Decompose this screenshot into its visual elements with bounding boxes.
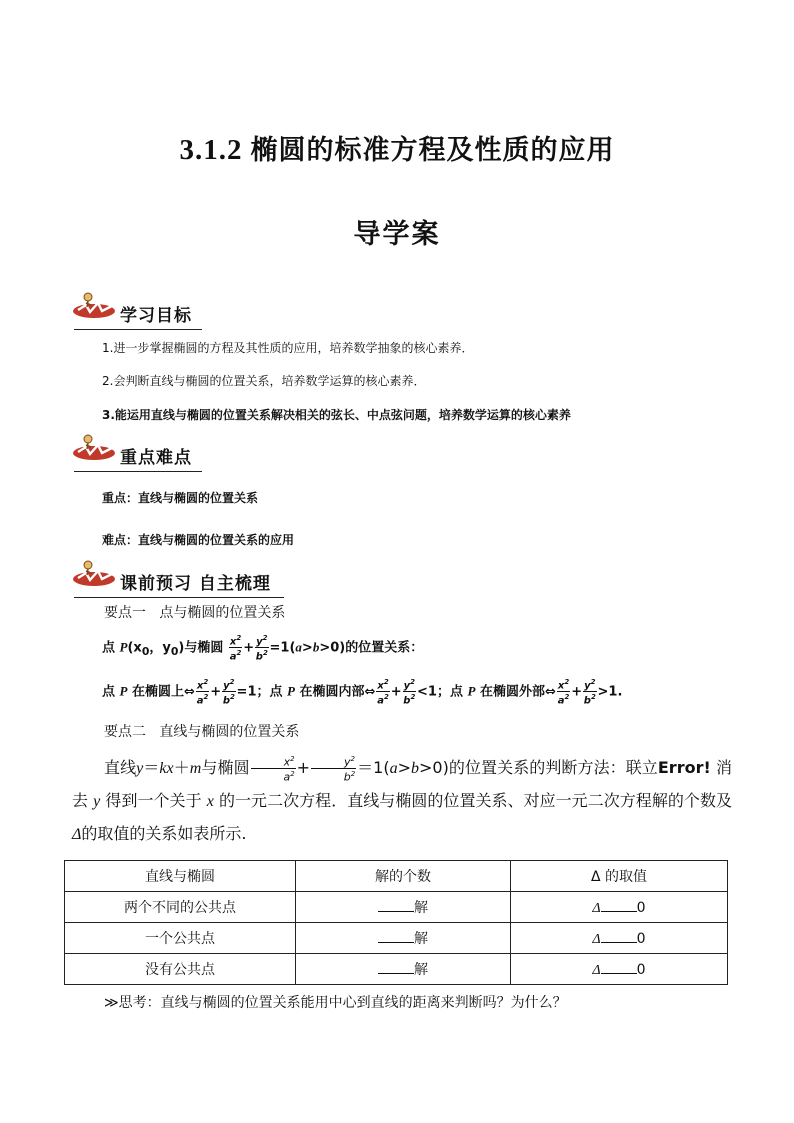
page-subtitle: 导学案 <box>353 219 441 250</box>
t: 在椭圆外部⇔ <box>475 684 556 700</box>
t: y <box>223 680 230 692</box>
t: 0 <box>636 962 646 978</box>
t: a <box>377 695 384 707</box>
key-label: 重点： <box>102 491 139 505</box>
t: 0 <box>636 931 646 947</box>
paragraph-text: 直线y＝kx＋m与椭圆 $\frac{x^2}{a^2}$ + $\frac{y^2}{b^2}$ ＝1(a>b>0)的位置关系的判断方法：联立Error! 消去 y 得到一个关于 x 的一元二次方程．直线与椭圆的位置关系、对应一元二次方程解的个数及Δ的取值的关系如表所示. <box>72 755 732 843</box>
t: 2 <box>410 678 416 686</box>
t: 0 <box>170 644 179 658</box>
table-cell: 一个公共点 <box>65 923 296 954</box>
blank-field[interactable] <box>378 959 414 974</box>
t: 解 <box>414 900 428 916</box>
table-row <box>65 892 728 923</box>
section-heading-key <box>72 432 332 472</box>
t: b <box>403 695 411 707</box>
t: a <box>295 639 302 655</box>
fraction <box>311 754 356 782</box>
t: 2 <box>564 678 570 686</box>
t: x <box>283 756 291 769</box>
t: 2 <box>229 678 235 686</box>
t: ＝ <box>143 758 160 777</box>
t: P <box>119 639 128 655</box>
t: 2 <box>590 693 596 702</box>
t: x <box>229 636 237 648</box>
t: =1( <box>269 640 296 656</box>
point2-label: 要点二 <box>104 724 146 740</box>
t: 解 <box>414 931 428 947</box>
t: 与椭圆 <box>201 758 250 777</box>
table-cell <box>296 923 511 954</box>
t: (x <box>127 640 142 656</box>
hard-point <box>102 531 294 548</box>
section-badge-icon <box>72 558 120 594</box>
fraction <box>196 677 209 707</box>
t: ＝1( <box>357 758 390 777</box>
blank-field[interactable] <box>601 959 637 974</box>
think-question <box>104 992 567 1012</box>
table-cell: 没有公共点 <box>65 954 296 985</box>
fraction <box>376 677 389 707</box>
t: 2 <box>229 693 235 702</box>
fraction <box>229 633 242 663</box>
section-label-preview: 课前预习 自主梳理 <box>120 574 271 594</box>
t: b <box>343 770 351 784</box>
t: m <box>189 760 202 777</box>
fraction <box>251 754 296 782</box>
t: x <box>557 680 565 692</box>
point1-label: 要点一 <box>104 605 146 621</box>
table-cell <box>511 954 728 985</box>
hard-label: 难点： <box>102 533 139 547</box>
page-title <box>0 128 794 167</box>
t: a <box>557 695 565 707</box>
goal-item-1: 1.进一步掌握椭圆的方程及其性质的应用，培养数学抽象的核心素养． <box>102 341 474 355</box>
t: y <box>93 793 101 810</box>
fraction <box>222 677 235 707</box>
table-header: 直线与椭圆 <box>65 861 296 892</box>
t: b <box>583 695 591 707</box>
fraction <box>583 677 596 707</box>
t: a <box>229 651 237 663</box>
t: kx <box>159 760 174 777</box>
title-main: 椭圆的标准方程及性质的应用 <box>250 135 615 166</box>
blank-field[interactable] <box>378 897 414 912</box>
t: y <box>136 760 144 777</box>
t: 2 <box>236 634 242 642</box>
fraction <box>557 677 570 707</box>
t: P <box>467 683 476 699</box>
t: 消去 <box>72 758 732 810</box>
t: >0)的位置关系的判断方法：联立 <box>419 758 658 777</box>
goal-item-3: 3.能运用直线与椭圆的位置关系解决相关的弦长、中点弦问题，培养数学运算的核心素养 <box>102 408 571 422</box>
t: a <box>389 760 398 777</box>
section-label-goals: 学习目标 <box>120 306 192 326</box>
t: Δ <box>592 901 601 916</box>
section-label-key: 重点难点 <box>120 448 192 468</box>
table-row <box>65 954 728 985</box>
t: 2 <box>262 634 268 642</box>
t: > <box>301 640 313 656</box>
section-underline <box>74 471 202 473</box>
section-badge-icon <box>72 290 120 326</box>
t: b <box>255 651 263 663</box>
goal-item-2: 2.会判断直线与椭圆的位置关系，培养数学运算的核心素养． <box>102 374 426 388</box>
t: 点 <box>102 684 120 700</box>
t: 解 <box>414 962 428 978</box>
fraction <box>255 633 268 663</box>
section-heading-goals <box>72 290 332 330</box>
point1-line1: 点 $P(x_0$，$y_0$)与椭圆 $\frac{x^2}{a^2}$ + $\frac{y^2}{b^2}$ =1(a>b>0)的位置关系： <box>102 634 424 663</box>
t: b <box>312 639 320 655</box>
t: 0 <box>636 900 646 916</box>
relation-table <box>64 860 728 985</box>
t: 点 <box>102 640 120 656</box>
table-cell <box>511 923 728 954</box>
t: a <box>283 770 291 784</box>
t: ，y <box>149 640 171 656</box>
t: Δ <box>72 826 82 843</box>
t: y <box>256 636 263 648</box>
t: 2 <box>236 649 242 658</box>
section-badge-icon <box>72 432 120 468</box>
t: 在椭圆上⇔ <box>127 684 195 700</box>
t: Δ <box>592 963 601 978</box>
key-point <box>102 489 258 506</box>
arrow-icon: ≫ <box>104 995 119 1011</box>
table-header: Δ 的取值 <box>511 861 728 892</box>
blank-field[interactable] <box>601 897 637 912</box>
t: y <box>584 680 591 692</box>
table-cell <box>511 892 728 923</box>
fraction <box>403 677 416 707</box>
t: y <box>344 756 351 769</box>
t: 2 <box>590 678 596 686</box>
t: 2 <box>350 770 356 778</box>
section-heading-preview <box>72 558 372 598</box>
t: 2 <box>203 678 209 686</box>
t: 2 <box>203 693 209 702</box>
t: P <box>119 683 128 699</box>
t: P <box>287 683 295 699</box>
t: y <box>403 680 411 692</box>
t: 在椭圆内部⇔ <box>294 684 376 700</box>
t: 2 <box>350 755 356 764</box>
t: 2 <box>290 755 295 764</box>
t: x <box>206 793 214 810</box>
point1-heading <box>104 602 285 622</box>
t: x <box>377 680 384 692</box>
t: <1；点 <box>417 684 468 700</box>
t: b <box>411 760 419 777</box>
t: =1；点 <box>236 684 288 700</box>
key-text: 直线与椭圆的位置关系 <box>138 491 259 505</box>
t: Error! <box>657 758 711 777</box>
t: ＋ <box>173 758 190 777</box>
t: 的取值的关系如表所示. <box>81 824 247 843</box>
t: 得到一个关于 <box>105 791 202 810</box>
blank-field[interactable] <box>378 928 414 943</box>
t: 2 <box>410 693 416 702</box>
point1-line2: 点 P 在椭圆上⇔ $\frac{x^2}{a^2}$ + $\frac{y^2}{b^2}$ =1；点 P 在椭圆内部⇔ $\frac{x^2}{a^2}$ + $\frac{y^2}{b^2}$ <1；点 P 在椭圆外部⇔ $\frac{x^2}{a^2}$ + $\frac{y^2}{b^2}$ >1. <box>102 678 623 707</box>
t: >0)的位置关系： <box>319 640 424 656</box>
point2-paragraph <box>72 752 732 851</box>
t: a <box>196 695 204 707</box>
section-underline <box>74 597 284 599</box>
hard-text: 直线与椭圆的位置关系的应用 <box>138 533 295 547</box>
t: b <box>222 695 230 707</box>
blank-field[interactable] <box>601 928 637 943</box>
t: )与椭圆 <box>178 640 224 656</box>
t: 直线 <box>104 758 137 777</box>
t: 2 <box>564 693 570 702</box>
t: 2 <box>383 693 389 702</box>
t: 0 <box>141 644 150 658</box>
t: Δ <box>592 932 601 947</box>
section-underline <box>74 329 202 331</box>
point1-text: 点与椭圆的位置关系 <box>159 605 286 621</box>
t: 2 <box>262 649 268 658</box>
point2-heading <box>104 721 299 741</box>
table-header-row <box>65 861 728 892</box>
table-header: 解的个数 <box>296 861 511 892</box>
table-cell <box>296 892 511 923</box>
table-cell <box>296 954 511 985</box>
t: >1. <box>597 684 623 700</box>
title-number: 3.1.2 <box>179 134 243 166</box>
think-text: 思考：直线与椭圆的位置关系能用中心到直线的距离来判断吗？为什么？ <box>118 995 567 1011</box>
point2-text: 直线与椭圆的位置关系 <box>159 724 300 740</box>
t: > <box>397 758 411 777</box>
t: 2 <box>383 678 389 686</box>
t: x <box>196 680 204 692</box>
t: 2 <box>290 770 295 778</box>
t: 的一元二次方程．直线与椭圆的位置关系、对应一元二次方程解的个数及 <box>218 791 732 810</box>
table-cell: 两个不同的公共点 <box>65 892 296 923</box>
table-row <box>65 923 728 954</box>
